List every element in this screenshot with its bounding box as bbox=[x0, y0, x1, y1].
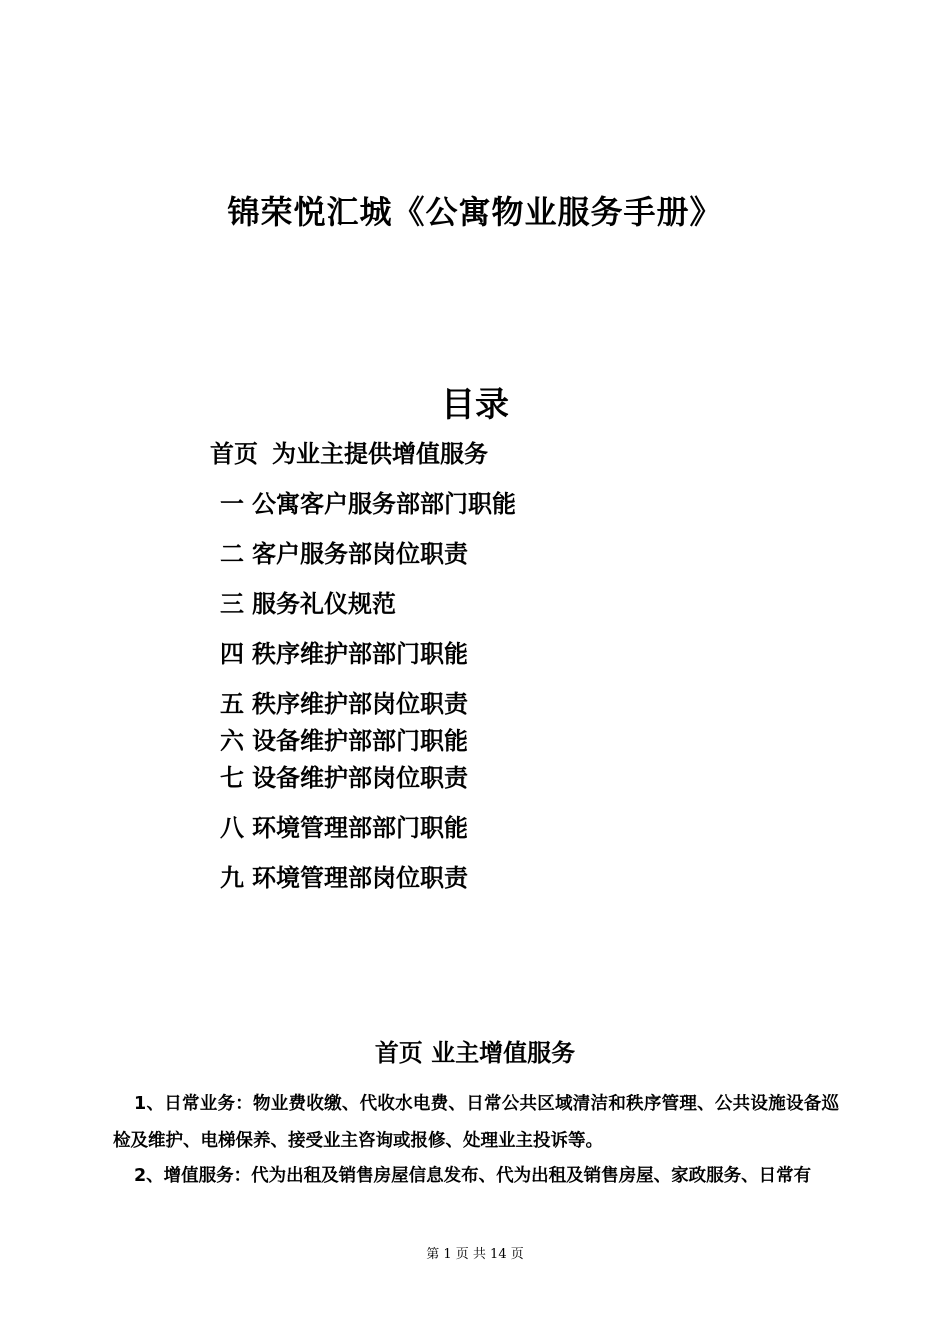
toc-item-label: 秩序维护部岗位职责 bbox=[252, 690, 468, 718]
toc-item bbox=[212, 725, 468, 757]
toc-item bbox=[212, 762, 468, 794]
toc-item-number: 六 bbox=[220, 727, 244, 755]
body-paragraph: 1、日常业务：物业费收缴、代收水电费、日常公共区域清洁和秩序管理、公共设施设备巡检及维护、电梯保养、接受业主咨询或报修、处理业主投诉等。 bbox=[113, 1094, 839, 1151]
toc-item-label: 秩序维护部部门职能 bbox=[252, 640, 468, 668]
toc-item bbox=[212, 488, 516, 520]
toc-item-label: 服务礼仪规范 bbox=[252, 590, 396, 618]
toc-item bbox=[212, 438, 488, 470]
document-title: 锦荣悦汇城《公寓物业服务手册》 bbox=[227, 193, 723, 231]
toc-item-number: 九 bbox=[220, 864, 244, 892]
toc-item bbox=[212, 862, 468, 894]
toc-item bbox=[212, 638, 468, 670]
toc-heading: 目录 bbox=[441, 385, 509, 425]
toc-item-number: 首页 bbox=[210, 440, 258, 468]
section-heading: 首页 业主增值服务 bbox=[374, 1039, 576, 1067]
page-footer: 第 1 页 共 14 页 bbox=[426, 1247, 524, 1262]
toc-item-label: 为业主提供增值服务 bbox=[272, 440, 488, 468]
toc-item-label: 设备维护部部门职能 bbox=[252, 727, 468, 755]
toc-item bbox=[212, 538, 468, 570]
toc-item-label: 设备维护部岗位职责 bbox=[252, 764, 468, 792]
toc-item-number: 八 bbox=[220, 814, 244, 842]
body-paragraph: 2、增值服务：代为出租及销售房屋信息发布、代为出租及销售房屋、家政服务、日常有 bbox=[134, 1166, 812, 1186]
toc-item-number: 二 bbox=[220, 540, 244, 568]
toc-item-number: 五 bbox=[220, 690, 244, 718]
toc-item-number: 七 bbox=[220, 764, 244, 792]
toc-item-label: 公寓客户服务部部门职能 bbox=[252, 490, 516, 518]
toc-item bbox=[212, 688, 468, 720]
toc-item-label: 环境管理部部门职能 bbox=[252, 814, 468, 842]
toc-item-label: 环境管理部岗位职责 bbox=[252, 864, 468, 892]
toc-item-label: 客户服务部岗位职责 bbox=[252, 540, 468, 568]
toc-item bbox=[212, 812, 468, 844]
toc-item-number: 一 bbox=[220, 490, 244, 518]
toc-item-number: 三 bbox=[220, 590, 244, 618]
toc-item-number: 四 bbox=[220, 640, 244, 668]
toc-item bbox=[212, 588, 396, 620]
